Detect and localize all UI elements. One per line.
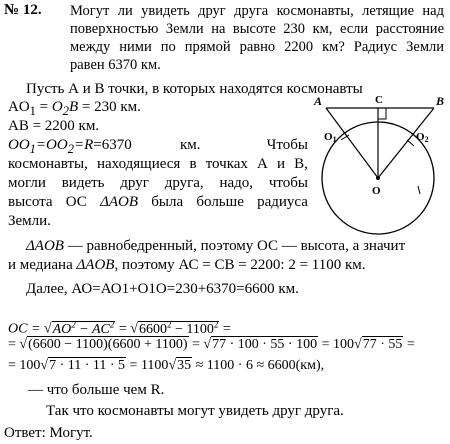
solution-line-10: и медиана ΔAOB, поэтому АС = СВ = 2200: 2 = 1100 км. bbox=[8, 257, 366, 273]
condition-line-3: между ними по прямой равно 2200 км? Радиус Земли bbox=[70, 39, 444, 55]
solution-line-1: Пусть А и В точки, в которых находятся космонавты bbox=[26, 81, 363, 97]
tick-bo bbox=[407, 140, 414, 146]
formula-line-2: = √(6600 − 1100)(6600 + 1100) = √77 · 100 · 55 · 100 = 100√77 · 55 = bbox=[8, 337, 415, 352]
label-a: A bbox=[314, 94, 323, 108]
solution-line-3: АВ = 2200 км. bbox=[8, 118, 100, 134]
radical-2: $6600^2 - 1100^2$ bbox=[138, 319, 219, 337]
solution-line-4: $OO_1=OO_2=R=6370$ км. Чтобы bbox=[8, 137, 308, 156]
condition-line-4: равен 6370 км. bbox=[70, 57, 161, 73]
formula-line-3: = 100√7 · 11 · 11 · 5 = 1100√35 ≈ 1100 · 6 ≈ 6600(км), bbox=[8, 358, 325, 373]
problem-number: № 12. bbox=[4, 2, 42, 18]
condition-line-2: поверхностью Земли на высоте 230 км, если расстояние bbox=[70, 21, 444, 37]
label-b: B bbox=[436, 94, 445, 108]
label-o: O bbox=[372, 185, 381, 197]
solution-line-12: — что больше чем R. bbox=[28, 382, 165, 398]
geometry-figure bbox=[308, 88, 450, 238]
solution-line-13: Так что космонавты могут увидеть друг друга. bbox=[46, 403, 344, 419]
solution-line-8: Земли. bbox=[8, 213, 51, 229]
tick-circle bbox=[418, 186, 420, 194]
solution-line-2: $AO_1 = O_2B = 230$ км. bbox=[8, 99, 141, 118]
radical-1: $AO^2 - AC^2$ bbox=[52, 319, 115, 337]
solution-line-5: космонавты, находящиеся в точках А и В, bbox=[8, 156, 308, 172]
label-o1: O1 bbox=[324, 131, 337, 144]
right-angle-mark bbox=[378, 108, 386, 119]
solution-line-9: ΔAOB — равнобедренный, поэтому ОС — высота, а значит bbox=[26, 238, 406, 254]
label-o2: O2 bbox=[416, 131, 429, 144]
formula-line-1: OC = $√AO^2 - AC^2 = √6600^2 - 1100^2$ = bbox=[8, 319, 231, 337]
solution-line-11: Далее, АО=АО1+О1О=230+6370=6600 км. bbox=[26, 281, 299, 297]
center-point bbox=[376, 176, 380, 180]
solution-line-6: могли видеть друг друга, надо, чтобы bbox=[8, 175, 308, 191]
answer-line: Ответ: Могут. bbox=[4, 425, 93, 441]
condition-line-1: Могут ли увидеть друг друга космонавты, летящие над bbox=[70, 3, 444, 19]
label-c: C bbox=[375, 94, 383, 106]
solution-line-7: высота ОС ΔAOB была больше радиуса bbox=[8, 194, 308, 210]
